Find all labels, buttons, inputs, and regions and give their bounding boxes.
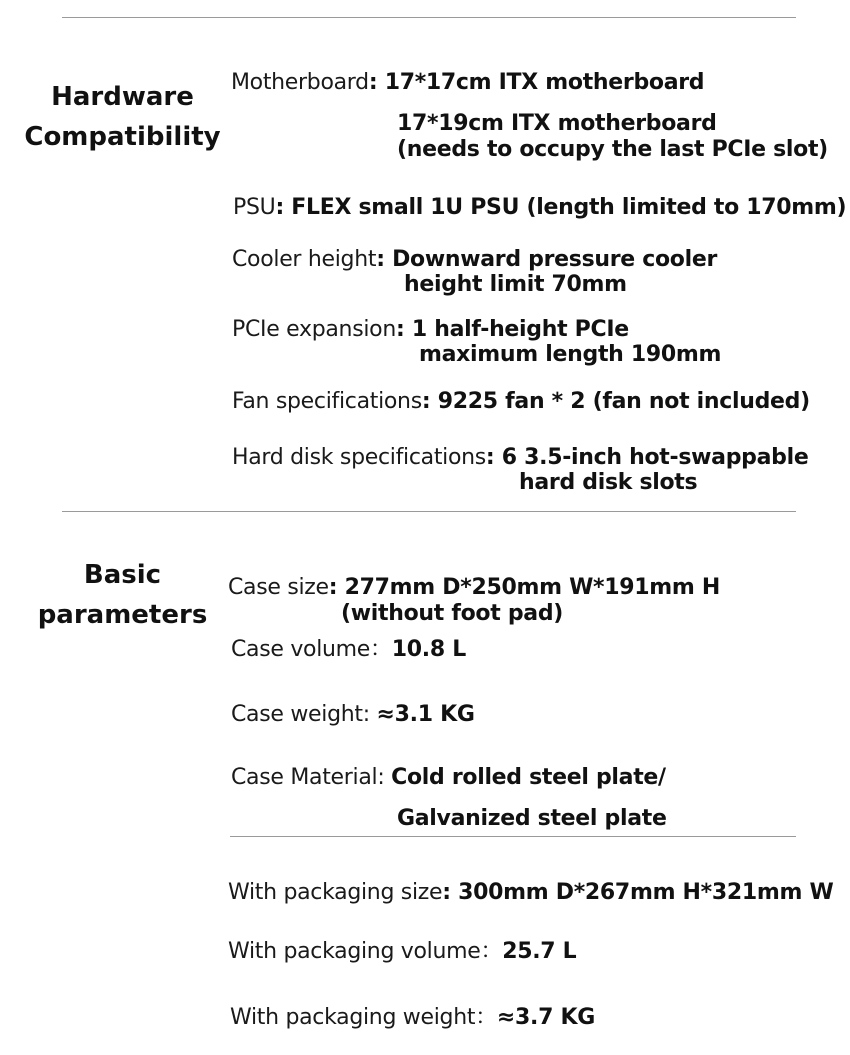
spec-sep: ： [480,939,503,964]
spec-label: PCIe expansion [232,317,396,342]
spec-psu [233,195,846,221]
heading-line-2: Compatibility [24,122,221,152]
spec-case-size-line2: (without foot pad) [341,601,564,626]
spec-sep: : [368,70,385,95]
spec-cooler-line2: height limit 70mm [404,272,627,297]
spec-motherboard-line3: (needs to occupy the last PCIe slot) [397,137,828,162]
heading-line-1: Basic [83,560,162,590]
spec-sep: : [395,317,412,342]
spec-packaging-size [228,880,833,906]
spec-label: Fan specifications [232,389,422,414]
spec-label: With packaging size [228,880,443,905]
spec-case-volume [231,637,466,663]
spec-sep: : [362,702,377,727]
spec-sep: : [421,389,438,414]
spec-sep: : [377,765,392,790]
top-divider [62,17,796,18]
spec-value: 6 3.5-inch hot-swappable [501,445,809,470]
heading-line-2: parameters [37,600,208,630]
spec-value: Downward pressure cooler [392,247,718,272]
spec-sep: : [328,575,345,600]
spec-sep: : [442,880,459,905]
spec-fan [232,389,810,415]
spec-motherboard [231,70,704,96]
spec-packaging-weight [230,1005,595,1031]
spec-label: Cooler height [232,247,377,272]
spec-label: With packaging volume [228,939,481,964]
heading-line-1: Hardware [51,82,194,112]
spec-value: 25.7 L [502,939,577,964]
spec-label: Case volume [231,637,371,662]
spec-label: Case Material [231,765,378,790]
spec-value: ≈3.7 KG [496,1005,595,1030]
spec-value: 300mm D*267mm H*321mm W [458,880,834,905]
spec-sep: : [485,445,502,470]
spec-value: 277mm D*250mm W*191mm H [344,575,720,600]
spec-disk-line2: hard disk slots [519,470,698,495]
spec-value: Cold rolled steel plate/ [391,765,666,790]
spec-sep: : [275,195,292,220]
material-divider [230,836,796,837]
spec-value: FLEX small 1U PSU (length limited to 170mm) [291,195,847,220]
spec-value: ≈3.1 KG [376,702,475,727]
spec-cooler [232,247,717,273]
section-divider [62,511,796,512]
spec-label: With packaging weight [230,1005,476,1030]
section-heading-basic [20,555,225,635]
spec-value: 9225 fan * 2 (fan not included) [437,389,810,414]
spec-case-size [228,575,720,601]
spec-sep: ： [370,637,392,662]
spec-value: 10.8 L [391,637,466,662]
spec-label: Case size [228,575,329,600]
spec-pcie [232,317,629,343]
spec-label: Motherboard [231,70,369,95]
spec-label: PSU [233,195,276,220]
spec-value: 1 half-height PCIe [411,317,629,342]
spec-case-material-line2: Galvanized steel plate [397,806,667,831]
spec-sep: ： [475,1005,497,1030]
spec-value: 17*17cm ITX motherboard [384,70,705,95]
spec-packaging-volume [228,939,576,965]
section-heading-hardware [20,77,225,157]
spec-case-weight [231,702,475,728]
spec-case-material [231,765,666,791]
spec-motherboard-line2: 17*19cm ITX motherboard [397,111,717,136]
spec-label: Hard disk specifications [232,445,486,470]
spec-pcie-line2: maximum length 190mm [419,342,722,367]
spec-disk [232,445,808,471]
spec-sep: : [376,247,393,272]
spec-label: Case weight [231,702,363,727]
